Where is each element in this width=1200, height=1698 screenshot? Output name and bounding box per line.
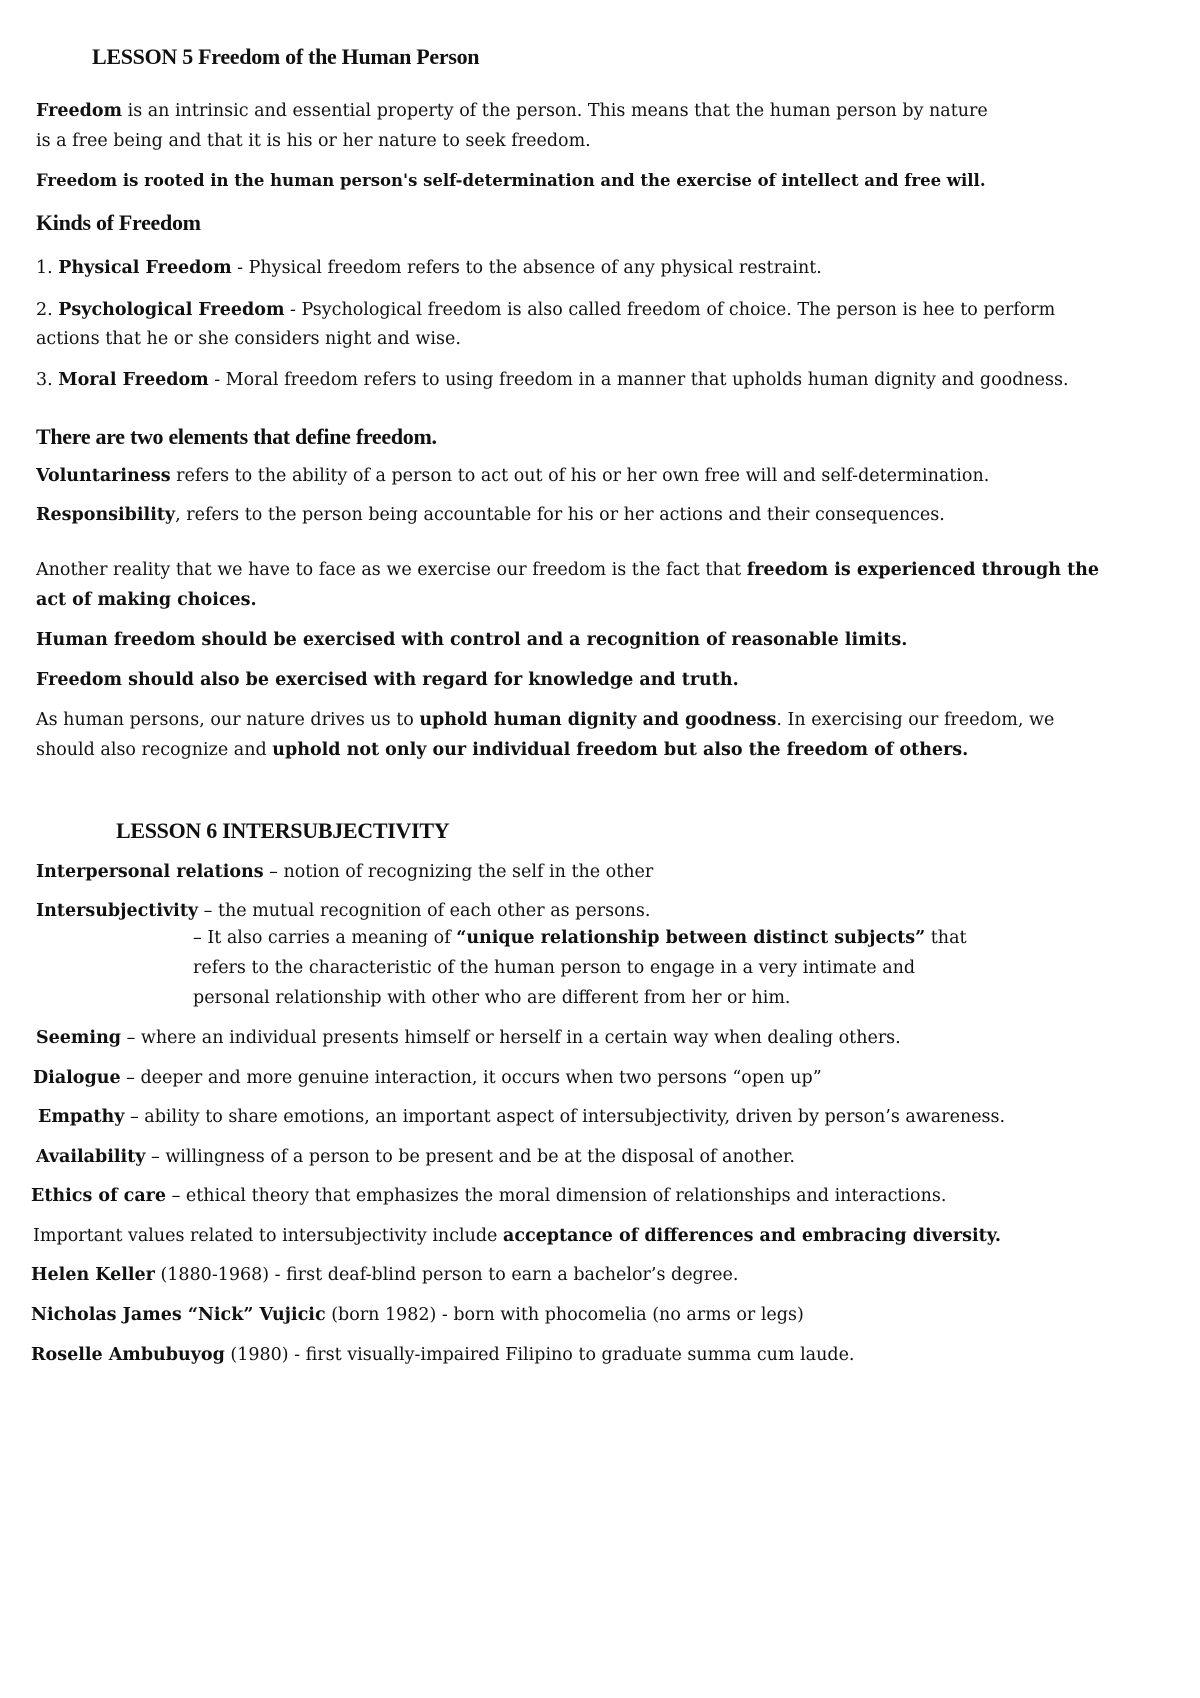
empathy-text: – ability to share emotions, an important aspect of intersubjectivity, driven by person’s awareness. [124, 1107, 1006, 1127]
knowledge-statement: Freedom should also be exercised with regard for knowledge and truth. [36, 670, 739, 690]
roselle-ambubuyog-entry [31, 1345, 855, 1365]
empathy-definition [38, 1107, 1005, 1127]
nature-text-3: should also recognize and [36, 740, 273, 760]
lesson5-title: LESSON 5 Freedom of the Human Person [92, 44, 480, 69]
choices-emphasis: freedom is experienced through the [746, 560, 1100, 580]
kind-psychological-freedom [36, 300, 1055, 320]
availability-definition [36, 1147, 795, 1167]
intersubjectivity-text: – the mutual recognition of each other as persons. [198, 901, 651, 921]
responsibility-term: Responsibility [36, 505, 176, 525]
nature-text: As human persons, our nature drives us to [36, 710, 420, 730]
kinds-of-freedom-heading: Kinds of Freedom [36, 210, 201, 235]
item-number: 3. [36, 370, 59, 390]
responsibility-text: , refers to the person being accountable for his or her actions and their consequences. [175, 505, 945, 525]
voluntariness-text: refers to the ability of a person to act out of his or her own free will and self-determination. [170, 466, 990, 486]
interpersonal-relations-term: Interpersonal relations [36, 862, 264, 882]
dialogue-term: Dialogue [33, 1068, 121, 1088]
dialogue-definition [33, 1068, 822, 1088]
dialogue-text: – deeper and more genuine interaction, it occurs when two persons “open up” [120, 1068, 822, 1088]
choices-text: Another reality that we have to face as we exercise our freedom is the fact that [36, 560, 747, 580]
important-values-emphasis: acceptance of differences and embracing diversity. [502, 1226, 1001, 1246]
empathy-term: Empathy [38, 1107, 125, 1127]
freedom-definition-text: is an intrinsic and essential property of the person. This means that the human person by nature [122, 101, 988, 121]
intersubjectivity-extra-line-3: personal relationship with other who are different from her or him. [193, 988, 791, 1008]
choices-statement-line-2: act of making choices. [36, 590, 257, 610]
roselle-ambubuyog-text: (1980) - first visually-impaired Filipino to graduate summa cum laude. [224, 1345, 855, 1365]
nick-vujicic-text: (born 1982) - born with phocomelia (no arms or legs) [325, 1305, 804, 1325]
choices-statement-line-1 [36, 560, 1099, 580]
item-number: 2. [36, 300, 59, 320]
intersubjectivity-extra-text: – It also carries a meaning of [193, 928, 457, 948]
psychological-freedom-text: - Psychological freedom is also called freedom of choice. The person is hee to perform [284, 300, 1056, 320]
intersubjectivity-extra-line-1 [193, 928, 967, 948]
seeming-term: Seeming [36, 1028, 122, 1048]
availability-term: Availability [36, 1147, 146, 1167]
item-number: 1. [36, 258, 59, 278]
voluntariness-definition [36, 466, 989, 486]
helen-keller-text: (1880-1968) - first deaf-blind person to earn a bachelor’s degree. [154, 1265, 739, 1285]
freedom-definition-line-2: is a free being and that it is his or her nature to seek freedom. [36, 131, 591, 151]
freedom-rooted-statement: Freedom is rooted in the human person's self-determination and the exercise of intellect and free will. [36, 171, 986, 190]
roselle-ambubuyog-name: Roselle Ambubuyog [31, 1345, 225, 1365]
intersubjectivity-definition [36, 901, 650, 921]
ethics-of-care-term: Ethics of care [31, 1186, 167, 1206]
intersubjectivity-term: Intersubjectivity [36, 901, 199, 921]
control-statement: Human freedom should be exercised with control and a recognition of reasonable limits. [36, 630, 908, 650]
nature-emphasis-2: uphold not only our individual freedom but also the freedom of others. [272, 740, 969, 760]
intersubjectivity-extra-line-2: refers to the characteristic of the human person to engage in a very intimate and [193, 958, 916, 978]
important-values-statement [33, 1226, 1001, 1246]
nature-emphasis: uphold human dignity and goodness [419, 710, 777, 730]
moral-freedom-term: Moral Freedom [58, 370, 209, 390]
physical-freedom-text: - Physical freedom refers to the absence of any physical restraint. [231, 258, 822, 278]
freedom-definition-line-1 [36, 101, 988, 121]
availability-text: – willingness of a person to be present and be at the disposal of another. [145, 1147, 795, 1167]
physical-freedom-term: Physical Freedom [58, 258, 232, 278]
voluntariness-term: Voluntariness [36, 466, 171, 486]
important-values-text: Important values related to intersubjectivity include [33, 1226, 503, 1246]
helen-keller-name: Helen Keller [31, 1265, 155, 1285]
freedom-term: Freedom [36, 101, 123, 121]
nick-vujicic-name: Nicholas James “Nick” Vujicic [31, 1305, 326, 1325]
kind-physical-freedom [36, 258, 822, 278]
psychological-freedom-term: Psychological Freedom [58, 300, 285, 320]
seeming-text: – where an individual presents himself or herself in a certain way when dealing others. [121, 1028, 901, 1048]
responsibility-definition [36, 505, 945, 525]
ethics-of-care-definition [31, 1186, 946, 1206]
interpersonal-relations-text: – notion of recognizing the self in the other [263, 862, 654, 882]
kind-moral-freedom [36, 370, 1069, 390]
nature-statement-line-1 [36, 710, 1054, 730]
lesson6-title: LESSON 6 INTERSUBJECTIVITY [116, 818, 450, 843]
ethics-of-care-text: – ethical theory that emphasizes the moral dimension of relationships and interactions. [166, 1186, 947, 1206]
nature-statement-line-2 [36, 740, 968, 760]
nature-text-2: . In exercising our freedom, we [776, 710, 1055, 730]
elements-heading: There are two elements that define freedom. [36, 424, 437, 449]
interpersonal-relations-definition [36, 862, 653, 882]
unique-relationship-emphasis: “unique relationship between distinct subjects” [456, 928, 926, 948]
kind-psychological-freedom-line-2: actions that he or she considers night and wise. [36, 329, 461, 349]
seeming-definition [36, 1028, 901, 1048]
intersubjectivity-extra-text-2: that [925, 928, 967, 948]
nick-vujicic-entry [31, 1305, 804, 1325]
moral-freedom-text: - Moral freedom refers to using freedom in a manner that upholds human dignity and goodness. [208, 370, 1069, 390]
helen-keller-entry [31, 1265, 738, 1285]
